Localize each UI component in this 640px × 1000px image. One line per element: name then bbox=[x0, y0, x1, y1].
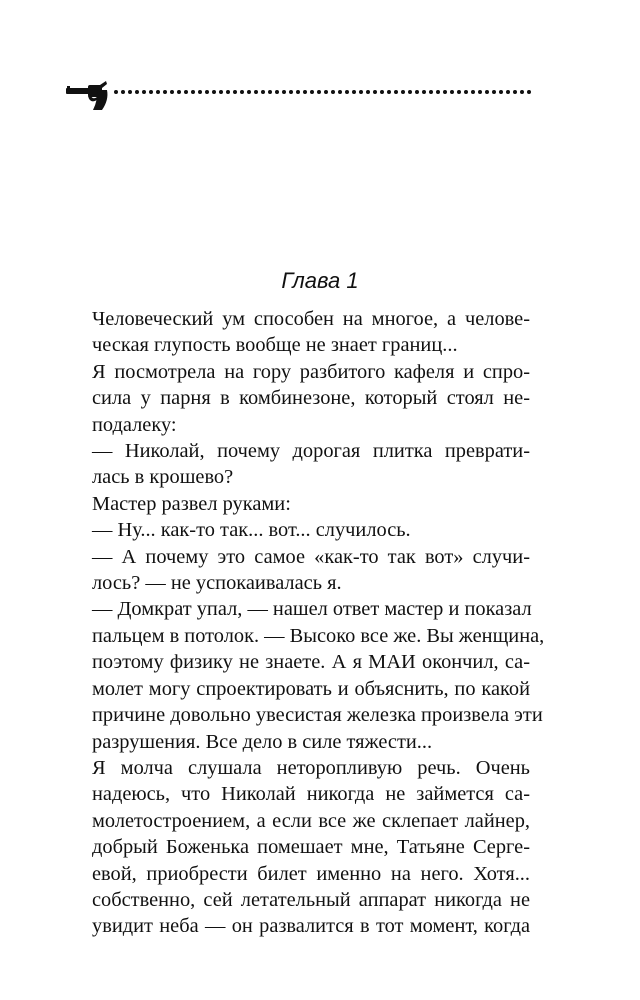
text-line: Мастер развел руками: bbox=[92, 492, 291, 515]
chapter-ornament bbox=[64, 78, 534, 112]
chapter-body bbox=[62, 306, 545, 940]
text-line: Я посмотрела на гору разбитого кафеля и спро- bbox=[92, 360, 530, 383]
text-line: надеюсь, что Николай никогда не займется са- bbox=[92, 783, 530, 806]
text-line: собственно, сей летательный аппарат никогда не bbox=[92, 888, 530, 911]
text-line: Человеческий ум способен на многое, а челове- bbox=[92, 308, 530, 330]
paragraph bbox=[62, 596, 545, 754]
text-line: лось? — не успокаивалась я. bbox=[92, 572, 342, 595]
text-line: добрый Боженька помешает мне, Татьяне Серге- bbox=[92, 836, 530, 859]
text-line: ческая глупость вообще не знает границ... bbox=[92, 334, 458, 357]
text-line: разрушения. Все дело в силе тяжести... bbox=[92, 730, 433, 753]
paragraph bbox=[62, 438, 530, 491]
text-line: причине довольно увесистая железка произвела эти bbox=[92, 704, 543, 727]
text-line: — Домкрат упал, — нашел ответ мастер и показал bbox=[92, 598, 532, 621]
paragraph bbox=[62, 544, 530, 597]
paragraph bbox=[62, 359, 530, 438]
text-line: увидит неба — он развалится в тот момент, когда bbox=[92, 915, 530, 938]
text-line: поэтому физику не знаете. А я МАИ окончил, са- bbox=[92, 651, 530, 674]
text-line: — А почему это самое «как-то так вот» случи- bbox=[92, 545, 530, 568]
chapter-title: Глава 1 bbox=[281, 268, 359, 293]
text-line: евой, приобрести билет именно на него. Хотя... bbox=[92, 862, 530, 885]
paragraph bbox=[62, 755, 530, 940]
paragraph bbox=[62, 491, 530, 517]
text-line: подалеку: bbox=[92, 413, 177, 436]
revolver-icon bbox=[66, 81, 107, 110]
text-line: — Николай, почему дорогая плитка преврати- bbox=[92, 440, 530, 463]
paragraph bbox=[62, 517, 530, 543]
paragraph bbox=[62, 306, 530, 359]
dotted-rule bbox=[114, 90, 531, 94]
text-line: лась в крошево? bbox=[92, 466, 234, 489]
text-line: молетостроением, а если все же склепает лайнер, bbox=[92, 809, 530, 832]
text-line: — Ну... как-то так... вот... случилось. bbox=[92, 519, 411, 542]
text-line: молет могу спроектировать и объяснить, по какой bbox=[92, 677, 530, 700]
text-line: пальцем в потолок. — Высоко все же. Вы женщина, bbox=[92, 624, 545, 647]
text-line: Я молча слушала неторопливую речь. Очень bbox=[92, 756, 530, 779]
text-line: сила у парня в комбинезоне, который стоял не- bbox=[92, 387, 530, 410]
